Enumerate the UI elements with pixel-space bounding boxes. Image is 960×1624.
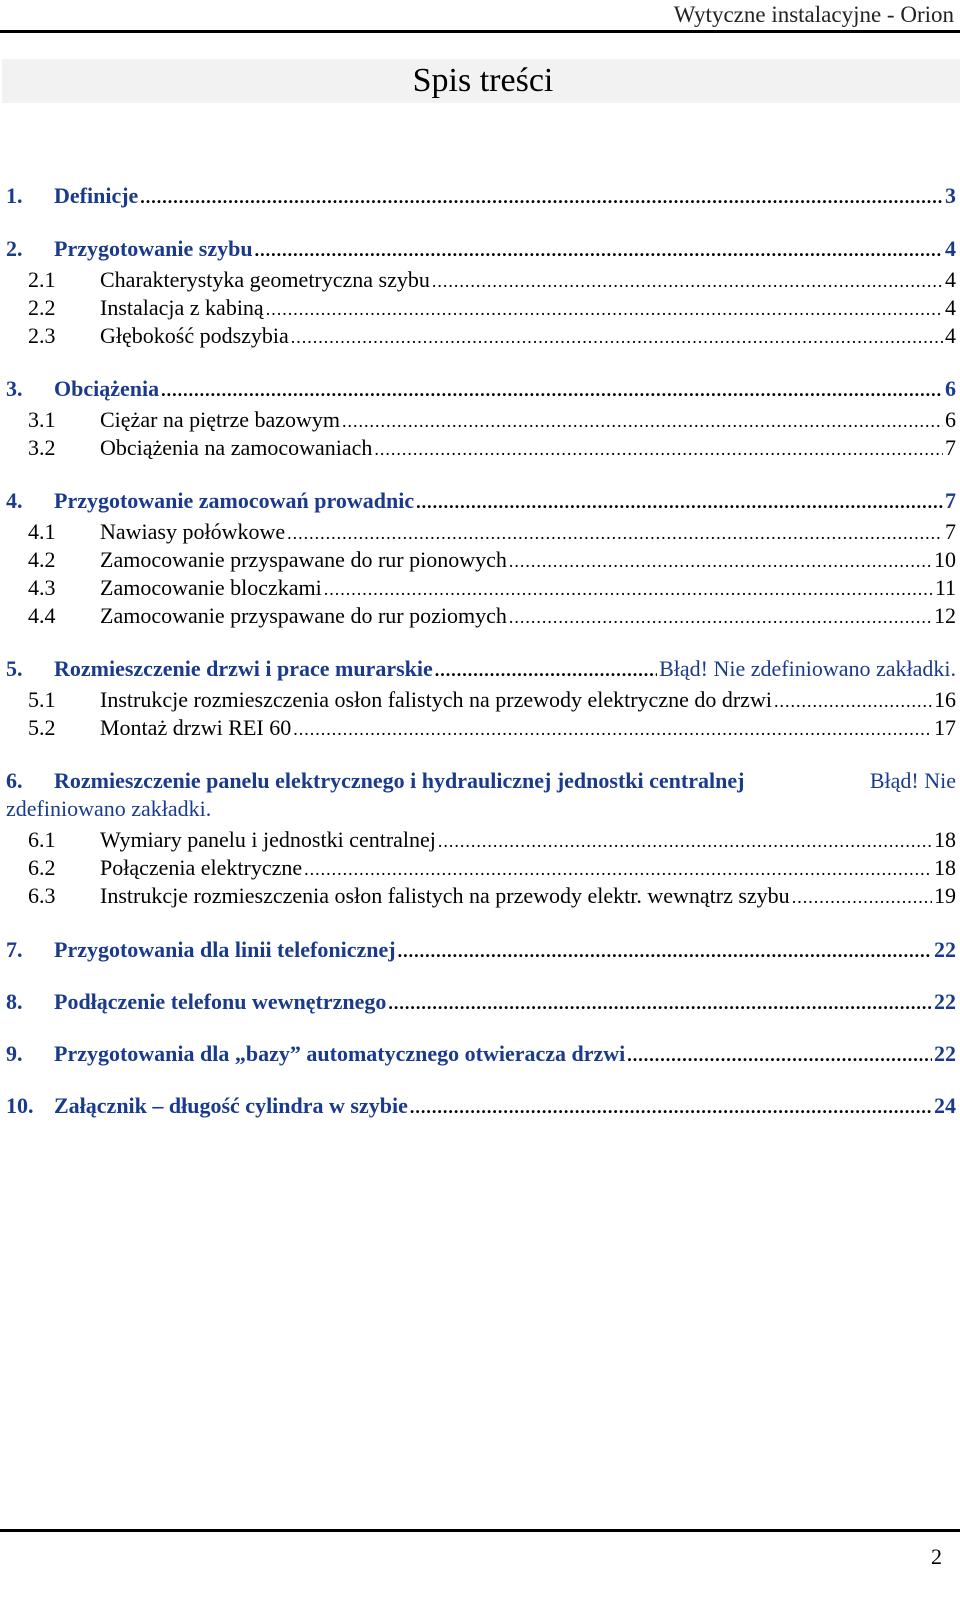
toc-number: 2.2 [28, 295, 56, 320]
toc-page: 12 [934, 603, 956, 628]
toc-page: 7 [945, 519, 956, 544]
toc-page: 22 [934, 989, 956, 1014]
toc-page: 11 [934, 575, 956, 600]
toc-leader [255, 236, 943, 264]
toc-number: 6.2 [28, 855, 56, 880]
toc-entry-6-1[interactable] [6, 826, 956, 854]
toc-entry-3-1[interactable] [6, 406, 956, 434]
toc-leader [410, 1093, 932, 1121]
toc-title: Ciężar na piętrze bazowym [100, 407, 341, 432]
toc-title: Instrukcje rozmieszczenia osłon falistych na przewody elektryczne do drzwi [100, 687, 772, 712]
toc-entry-1[interactable] [6, 182, 956, 210]
toc-leader [792, 883, 932, 911]
page-number: 2 [931, 1544, 942, 1569]
footer-rule [0, 1529, 960, 1532]
toc-page: 17 [934, 715, 956, 740]
toc-leader [388, 989, 932, 1017]
toc-leader [304, 855, 932, 883]
toc-page: 4 [945, 267, 956, 292]
toc-page: 19 [934, 883, 956, 908]
toc-entry-3-2[interactable] [6, 434, 956, 462]
toc-leader [293, 715, 932, 743]
header-rule [0, 30, 960, 33]
toc-leader [324, 575, 933, 603]
toc-entry-4[interactable] [6, 487, 956, 515]
toc-number: 4.2 [28, 547, 56, 572]
toc-number: 6. [6, 768, 23, 793]
toc-number: 4.3 [28, 575, 56, 600]
toc-title: Przygotowanie zamocowań prowadnic [54, 488, 415, 513]
toc-entry-9[interactable] [6, 1040, 956, 1068]
toc-number: 1. [6, 183, 23, 208]
toc-title: Obciążenia [54, 376, 160, 401]
toc-title: Definicje [54, 183, 139, 208]
toc-title: Rozmieszczenie drzwi i prace murarskie [54, 656, 433, 681]
toc-leader [342, 407, 943, 435]
toc-number: 10. [6, 1093, 34, 1118]
toc-leader [266, 295, 943, 323]
toc-entry-8[interactable] [6, 988, 956, 1016]
toc-entry-6[interactable] [6, 767, 956, 823]
toc-title: Zamocowanie bloczkami [100, 575, 322, 600]
toc-entry-5-2[interactable] [6, 714, 956, 742]
toc-page: 18 [934, 855, 956, 880]
toc-number: 2. [6, 236, 23, 261]
toc-page: 4 [945, 236, 956, 261]
toc-leader [374, 435, 943, 463]
toc-leader [627, 1041, 932, 1069]
toc-leader [287, 519, 943, 547]
toc-entry-2-2[interactable] [6, 294, 956, 322]
toc-number: 2.3 [28, 323, 56, 348]
toc-title: Wymiary panelu i jednostki centralnej [100, 827, 436, 852]
toc-title: Zamocowanie przyspawane do rur pionowych [100, 547, 507, 572]
toc-page: 4 [945, 295, 956, 320]
running-header: Wytyczne instalacyjne - Orion [673, 2, 954, 27]
toc-number: 8. [6, 989, 23, 1014]
page-title: Spis treści [412, 62, 554, 99]
toc-page: 6 [945, 376, 956, 401]
toc-entry-3[interactable] [6, 375, 956, 403]
toc-number: 4.4 [28, 603, 56, 628]
toc-page: 10 [934, 547, 956, 572]
toc-page: 22 [934, 937, 956, 962]
toc-page: 3 [945, 183, 956, 208]
toc-page: 22 [934, 1041, 956, 1066]
toc-leader [509, 603, 932, 631]
toc-leader [416, 488, 943, 516]
toc-leader [774, 687, 932, 715]
toc-number: 5. [6, 656, 23, 681]
toc-number: 6.1 [28, 827, 56, 852]
toc-leader [438, 827, 932, 855]
toc-number: 2.1 [28, 267, 56, 292]
toc-title: Instalacja z kabiną [100, 295, 264, 320]
toc-page: 24 [934, 1093, 956, 1118]
toc-page: 16 [934, 687, 956, 712]
toc-page: 6 [945, 407, 956, 432]
toc-title: Przygotowania dla „bazy” automatycznego otwieracza drzwi [54, 1041, 626, 1066]
toc-title: Załącznik – długość cylindra w szybie [54, 1093, 408, 1118]
toc-title: Nawiasy połówkowe [100, 519, 286, 544]
toc-page: 7 [945, 488, 956, 513]
toc-page-error: Błąd! Nie [869, 768, 956, 793]
toc-title: Instrukcje rozmieszczenia osłon falistych na przewody elektr. wewnątrz szybu [100, 883, 790, 908]
toc-entry-10[interactable] [6, 1092, 956, 1120]
title-bar [2, 59, 960, 103]
toc-title: Przygotowania dla linii telefonicznej [54, 937, 396, 962]
toc-page: 18 [934, 827, 956, 852]
toc-title: Podłączenie telefonu wewnętrznego [54, 989, 387, 1014]
toc-entry-4-1[interactable] [6, 518, 956, 546]
toc-leader [398, 937, 932, 965]
toc-number: 3.1 [28, 407, 56, 432]
toc-leader [291, 323, 943, 351]
toc-page-error-continued: zdefiniowano zakładki. [6, 796, 212, 821]
toc-page: 7 [945, 435, 956, 460]
toc-entry-2-1[interactable] [6, 266, 956, 294]
toc-number: 6.3 [28, 883, 56, 908]
toc-title: Głębokość podszybia [100, 323, 289, 348]
toc-number: 3. [6, 376, 23, 401]
toc-entry-4-2[interactable] [6, 546, 956, 574]
toc-title: Rozmieszczenie panelu elektrycznego i hydraulicznej jednostki centralnej [54, 768, 745, 793]
toc-title: Montaż drzwi REI 60 [100, 715, 292, 740]
toc-entry-6-2[interactable] [6, 854, 956, 882]
toc-title: Charakterystyka geometryczna szybu [100, 267, 430, 292]
toc-page-error: Błąd! Nie zdefiniowano zakładki. [659, 656, 956, 681]
toc-number: 7. [6, 937, 23, 962]
toc-title: Zamocowanie przyspawane do rur poziomych [100, 603, 507, 628]
toc-number: 3.2 [28, 435, 56, 460]
toc-entry-2[interactable] [6, 235, 956, 263]
toc-leader [161, 376, 943, 404]
toc-title: Przygotowanie szybu [54, 236, 253, 261]
toc-leader [435, 656, 657, 684]
toc-leader [509, 547, 932, 575]
toc-number: 9. [6, 1041, 23, 1066]
toc-number: 4.1 [28, 519, 56, 544]
toc-entry-4-3[interactable] [6, 574, 956, 602]
toc-title: Obciążenia na zamocowaniach [100, 435, 373, 460]
toc-entry-2-3[interactable] [6, 322, 956, 350]
toc-entry-5[interactable] [6, 655, 956, 683]
toc-page: 4 [945, 323, 956, 348]
toc-leader [432, 267, 943, 295]
toc-entry-5-1[interactable] [6, 686, 956, 714]
toc-number: 5.2 [28, 715, 56, 740]
toc-number: 4. [6, 488, 23, 513]
toc-title: Połączenia elektryczne [100, 855, 303, 880]
toc-entry-4-4[interactable] [6, 602, 956, 630]
toc-entry-7[interactable] [6, 936, 956, 964]
toc-number: 5.1 [28, 687, 56, 712]
toc-entry-6-3[interactable] [6, 882, 956, 910]
toc-leader [140, 183, 943, 211]
